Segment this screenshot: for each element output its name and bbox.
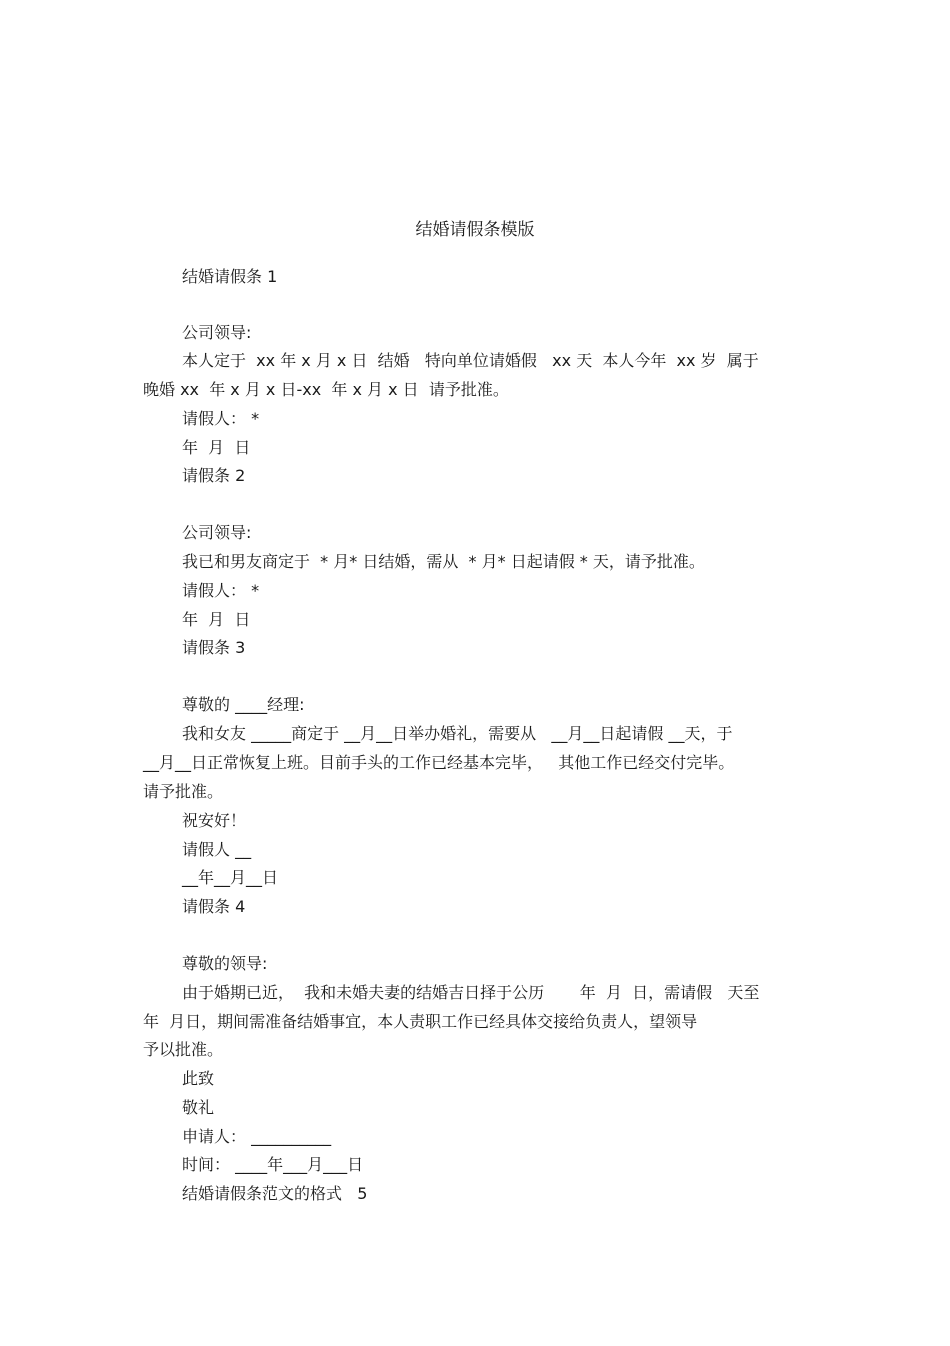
date-4: 时间： ____年___月___日 — [182, 1155, 364, 1174]
body-3-line-2: __月__日正常恢复上班。目前手头的工作已经基本完毕， 其他工作已经交付完毕。 — [143, 753, 735, 772]
closing-3: 祝安好！ — [182, 811, 247, 830]
salutation-1: 公司领导: — [182, 323, 252, 342]
applicant-4: 申请人： __________ — [182, 1127, 332, 1146]
date-2: 年 月 日 — [182, 610, 251, 629]
body-1-line-1: 本人定于 xx 年 x 月 x 日 结婚 特向单位请婚假 xx 天 本人今年 xx 岁 属于 — [182, 351, 759, 370]
salutation-3: 尊敬的 ____经理: — [182, 695, 305, 714]
section-heading-4: 请假条 4 — [182, 897, 246, 916]
signer-2: 请假人： * — [182, 581, 260, 600]
body-2-line-1: 我已和男友商定于 * 月* 日结婚，需从 * 月* 日起请假 * 天，请予批准。 — [182, 552, 705, 571]
closing-4a: 此致 — [182, 1069, 215, 1088]
signer-3: 请假人 __ — [182, 840, 252, 859]
section-heading-5: 结婚请假条范文的格式 5 — [182, 1184, 368, 1203]
document-title: 结婚请假条模版 — [415, 220, 535, 240]
body-3-line-1: 我和女友 _____商定于 __月__日举办婚礼，需要从 __月__日起请假 __天，于 — [182, 724, 733, 743]
date-1: 年 月 日 — [182, 438, 251, 457]
body-1-line-2: 晚婚 xx 年 x 月 x 日-xx 年 x 月 x 日 请予批准。 — [143, 380, 509, 399]
closing-4b: 敬礼 — [182, 1098, 215, 1117]
date-3: __年__月__日 — [182, 868, 279, 887]
salutation-2: 公司领导: — [182, 523, 252, 542]
body-3-line-3: 请予批准。 — [143, 782, 224, 801]
body-4-line-1: 由于婚期已近， 我和未婚夫妻的结婚吉日择于公历 年 月 日，需请假 天至 — [182, 983, 760, 1002]
salutation-4: 尊敬的领导: — [182, 954, 268, 973]
section-heading-1: 结婚请假条 1 — [182, 267, 278, 286]
body-4-line-2: 年 月日，期间需准备结婚事宜，本人责职工作已经具体交接给负责人，望领导 — [143, 1012, 698, 1031]
signer-1: 请假人： * — [182, 409, 260, 428]
body-4-line-3: 予以批准。 — [143, 1040, 224, 1059]
section-heading-2: 请假条 2 — [182, 466, 246, 485]
section-heading-3: 请假条 3 — [182, 638, 246, 657]
